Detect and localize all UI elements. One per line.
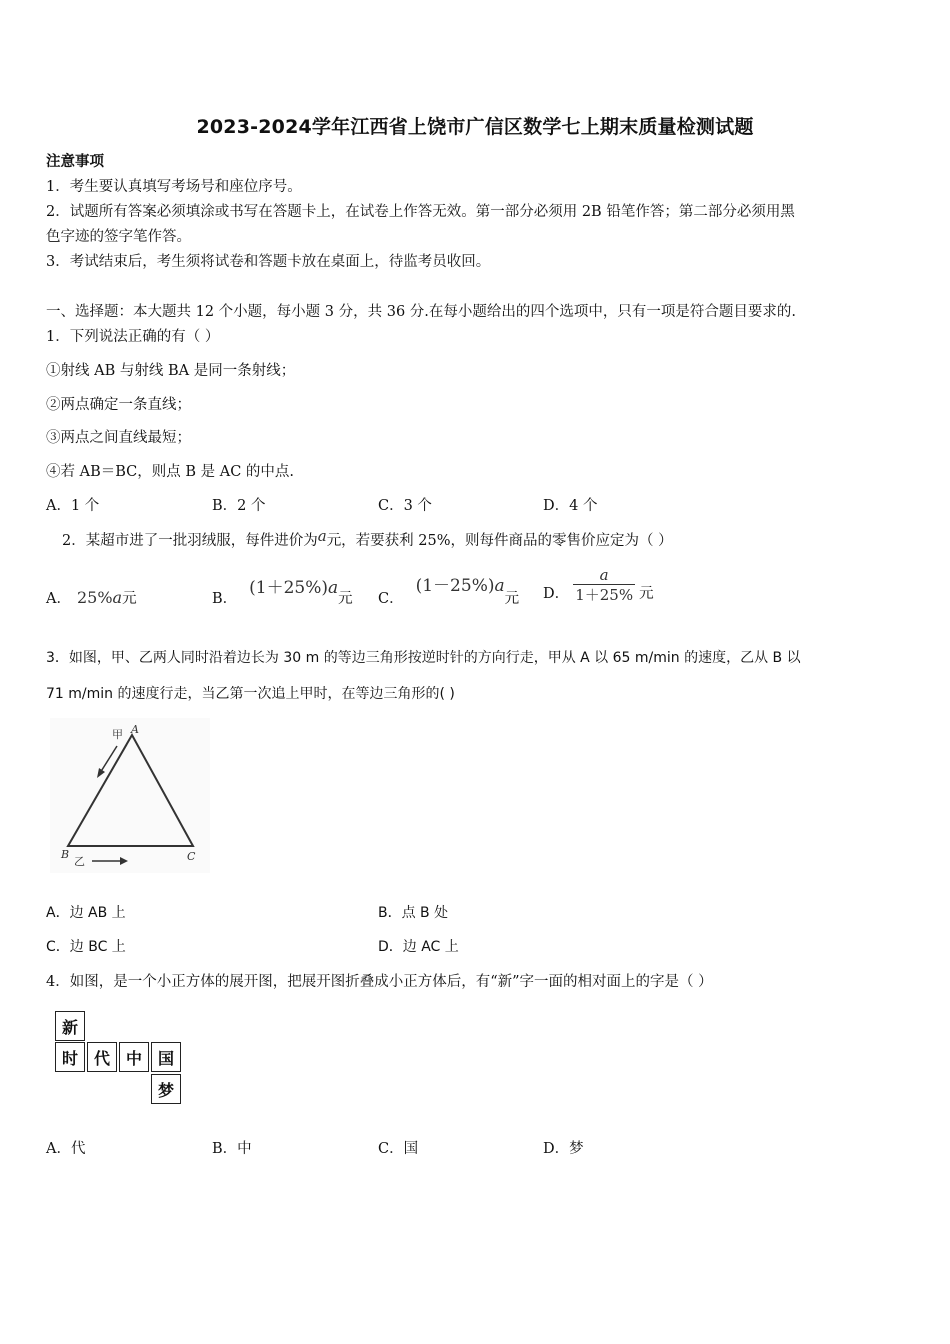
- q4-stem: 4．如图，是一个小正方体的展开图，把展开图折叠成小正方体后，有“新”字一面的相对面上的字是（ ）: [46, 974, 713, 990]
- q3-stem-line1: 3．如图，甲、乙两人同时沿着边长为 30 m 的等边三角形按逆时针的方向行走，甲从 A 以 65 m/min 的速度，乙从 B 以: [46, 650, 801, 666]
- q1-option-a: A．1 个: [46, 498, 100, 514]
- q3-option-b: B．点 B 处: [378, 905, 449, 921]
- q1-option-c: C．3 个: [378, 498, 432, 514]
- q1-statement-1: ①射线 AB 与射线 BA 是同一条射线；: [46, 363, 296, 379]
- q2-option-d-label: D．: [543, 585, 570, 602]
- q2-option-b-var: a: [328, 578, 339, 598]
- figure-background: [50, 718, 210, 873]
- q2-option-b-unit: 元: [338, 591, 353, 607]
- q4-option-c: C．国: [378, 1141, 419, 1157]
- net-cell-shi: 时: [55, 1042, 85, 1072]
- q1-option-b: B．2 个: [212, 498, 266, 514]
- q2-option-b: [212, 578, 353, 607]
- q3-option-a: A．边 AB 上: [46, 905, 126, 921]
- net-cell-xin: 新: [55, 1011, 85, 1041]
- q1-statement-3: ③两点之间直线最短；: [46, 430, 191, 446]
- q2-option-a: [46, 588, 137, 609]
- net-cell-meng: 梦: [151, 1074, 181, 1104]
- section-heading: 一、选择题：本大题共 12 个小题，每小题 3 分，共 36 分.在每小题给出的四个选项中，只有一项是符合题目要求的.: [46, 304, 796, 320]
- q3-option-c: C．边 BC 上: [46, 939, 126, 955]
- label-vertex-a: A: [131, 723, 139, 736]
- q1-stem: 1．下列说法正确的有（ ）: [46, 329, 220, 345]
- q2-option-b-label: B．: [212, 591, 238, 607]
- triangle-figure: [50, 718, 210, 873]
- q4-option-a: A．代: [46, 1141, 86, 1157]
- q2-option-b-expr: (1＋25%): [249, 578, 329, 598]
- net-cell-zhong: 中: [119, 1042, 149, 1072]
- net-cell-dai: 代: [87, 1042, 117, 1072]
- q3-stem-line2: 71 m/min 的速度行走，当乙第一次追上甲时，在等边三角形的( ): [46, 686, 455, 702]
- q2-stem-after: 元，若要获利 25%，则每件商品的零售价应定为（ ）: [326, 533, 673, 549]
- notice-item-1: 1．考生要认真填写考场号和座位序号。: [46, 179, 302, 195]
- label-yi: 乙: [74, 855, 85, 868]
- q3-option-d: D．边 AC 上: [378, 939, 459, 955]
- cube-net: [55, 1011, 185, 1107]
- notice-item-3: 3．考试结束后，考生须将试卷和答题卡放在桌面上，待监考员收回。: [46, 254, 491, 270]
- q2-option-d-fraction: [573, 566, 635, 605]
- q2-option-c-label: C．: [378, 591, 404, 607]
- q1-option-d: D．4 个: [543, 498, 598, 514]
- q2-option-a-unit: 元: [122, 591, 137, 607]
- label-jia: 甲: [112, 728, 123, 741]
- q2-option-a-var: a: [112, 588, 123, 607]
- q2-option-d-unit: 元: [639, 585, 654, 602]
- q2-option-d-numerator: a: [599, 566, 609, 584]
- notice-item-2-cont: 色字迹的签字笔作答。: [46, 229, 191, 245]
- page-title: 2023-2024学年江西省上饶市广信区数学七上期末质量检测试题: [196, 116, 754, 138]
- q2-option-d-denominator: 1＋25%: [575, 586, 634, 604]
- q2-option-c-expr: (1－25%): [415, 576, 495, 596]
- q2-option-c-unit: 元: [504, 591, 520, 607]
- q4-option-b: B．中: [212, 1141, 252, 1157]
- label-vertex-b: B: [61, 848, 70, 861]
- q2-option-a-label: A．: [46, 591, 71, 607]
- q1-statement-4: ④若 AB＝BC，则点 B 是 AC 的中点.: [46, 464, 295, 480]
- q2-option-a-expr: 25%: [76, 588, 113, 607]
- q2-stem-var: a: [317, 527, 327, 545]
- notice-item-2: 2．试题所有答案必须填涂或书写在答题卡上，在试卷上作答无效。第一部分必须用 2B 铅笔作答；第二部分必须用黑: [46, 204, 795, 220]
- q2-option-c-var: a: [494, 576, 505, 596]
- notice-heading: 注意事项: [46, 153, 104, 170]
- q2-stem-before: 2．某超市进了一批羽绒服，每件进价为: [62, 533, 318, 549]
- q2-option-d: [543, 566, 654, 605]
- q2-stem: [62, 527, 673, 551]
- label-vertex-c: C: [187, 850, 196, 863]
- q2-option-c: [378, 576, 520, 607]
- q1-statement-2: ②两点确定一条直线；: [46, 397, 191, 413]
- q4-option-d: D．梦: [543, 1141, 584, 1157]
- net-cell-guo: 国: [151, 1042, 181, 1072]
